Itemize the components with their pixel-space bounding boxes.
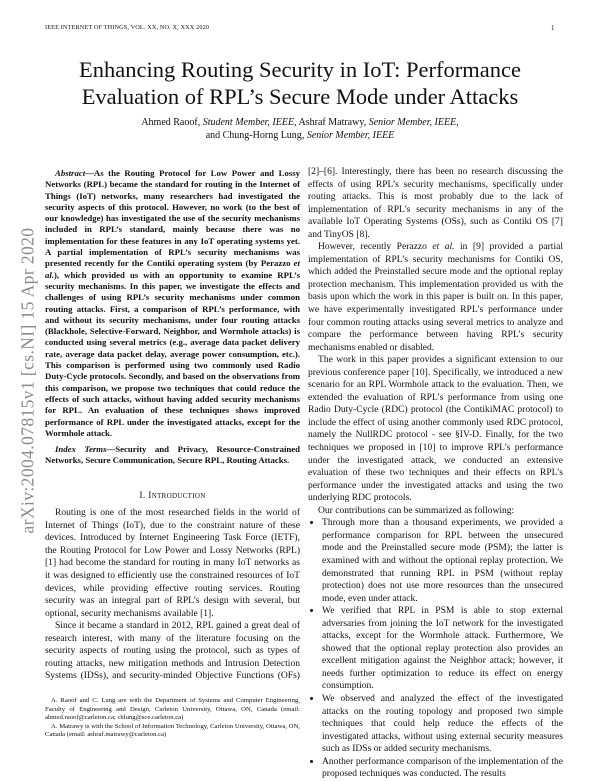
footnotes	[45, 697, 300, 740]
author-name: Ahmed Raoof	[141, 117, 198, 128]
abstract-label: Abstract	[55, 168, 86, 178]
arxiv-stamp: arXiv:2004.07815v1 [cs.NI] 15 Apr 2020	[17, 227, 38, 534]
index-terms-label: Index Terms	[55, 444, 107, 455]
list-item: • We verified that RPL in PSM is able to stop external adversaries from joining the IoT network for the investigated attacks, except for the Wormhole attack. Furthermore, We showed that the optional replay protection also provides an excellent mitigation against the Neighbor attack; however, it needs further optimization to reduce its effect on energy consumption.	[322, 605, 563, 693]
index-terms	[45, 444, 300, 467]
running-head: IEEE INTERNET OF THINGS, VOL. XX, NO. X, XXX 2020	[45, 24, 210, 31]
author-list: Ahmed Raoof, Student Member, IEEE, Ashraf Matrawy, Senior Member, IEEE, and Chung-Horng Lung, Senior Member, IEEE	[141, 117, 459, 141]
paragraph-continued: [2]–[6]. Interestingly, there has been no research discussing the effects of using RPL’s security mechanisms, specifically under routing attacks. This is most probably due to the lack of implementation of RPL’s security mechanisms in any of the available IoT Operating Systems (OSs), such as Contiki OS [7] and TinyOS [8].	[308, 166, 563, 240]
left-column	[45, 168, 300, 683]
title-line-2: Evaluation of RPL’s Secure Mode under Attacks	[81, 84, 519, 109]
list-item: • Through more than a thousand experiments, we provided a performance comparison for RPL between the unsecured mode and the Preinstalled secure mode (PSM); the latter is examined with and without the optional replay protection. We demonstrated that running RPL in PSM (without replay protection) does not use more resources than the unsecured mode, even under attack.	[322, 517, 563, 605]
author-role: Student Member, IEEE,	[202, 117, 297, 128]
list-item: • We observed and analyzed the effect of the investigated attacks on the routing topology and proposed two simple techniques that could help reduce the effects of the investigated attacks, without using external security measures such as IDSs or added security mechanisms.	[322, 693, 563, 756]
abstract-text: ), which provided us with an opportunity to examine RPL’s security mechanisms. In this paper, we investigate the effects and challenges of using RPL’s security mechanisms under common routing attacks. First, a comparison of RPL’s performance, with and without its security mechanisms, under four routing attacks (Blackhole, Selective-Forward, Neighbor, and Wormhole attacks) is conducted using several metrics (e.g., average data packet delivery rate, average data packet delay, average power consumption, etc.). This comparison is performed using two commonly used Radio Duty-Cycle protocols. Secondly, and based on the observations from this comparison, we propose two techniques that could reduce the effects of such attacks, without having added security mechanisms for RPL. An evaluation of these techniques shows improved performance of RPL under the investigated attacks, except for the Wormhole attack.	[45, 269, 300, 438]
list-item: • Another performance comparison of the implementation of the proposed techniques was conducted. The results	[322, 756, 563, 781]
section-heading: I. Introduction	[139, 490, 206, 501]
abstract	[45, 168, 300, 439]
paragraph: Our contributions can be summarized as following:	[318, 504, 515, 516]
title-line-1: Enhancing Routing Security in IoT: Performance	[79, 57, 521, 82]
author-role: Senior Member, IEEE,	[368, 117, 459, 128]
abstract-text: —As the Routing Protocol for Low Power and Lossy Networks (RPL) became the standard for routing in the Internet of Things (IoT) networks, many researchers had investigated the security aspects of this protocol. However, no work (to the best of our knowledge) has investigated the use of the security mechanisms included in RPL’s standard, mainly because there was no implementation for these features in any IoT operating systems yet. A partial implementation of RPL’s security mechanisms was presented recently for the Contiki operating system (by Perazzo	[45, 168, 300, 269]
index-terms-text: —Security and Privacy, Resource-Constrained Networks, Secure Communication, Secure RPL, Routing Attacks.	[45, 444, 300, 466]
paragraph: Routing is one of the most researched fields in the world of Internet of Things (IoT), due to the constraint nature of these devices. Introduced by Internet Engineering Task Force (IETF), the Routing Protocol for Low Power and Lossy Networks (RPL) [1] had become the standard for routing in many IoT networks as it was designed to efficiently use the constrained resources of IoT devices, while providing effective routing services. Routing security was an integral part of RPL’s design with several, but optional, security mechanisms available [1].	[45, 507, 300, 619]
footnote: A. Matrawy is with the School of Information Technology, Carleton University, Ottawa, ON, Canada (email: ashraf.matrawy@carleton.ca)	[45, 722, 300, 739]
contributions-list	[308, 517, 563, 780]
page-number: 1	[551, 24, 555, 32]
footnote: A. Raoof and C. Lung are with the Department of Systems and Computer Engineering, Faculty of Engineering and Design, Carleton University, Ottawa, ON, Canada (email: ahmed.raoof@carleton.ca; chlung@sce.carleton.ca)	[45, 697, 300, 722]
paragraph: However, recently Perazzo et al. in [9] provided a partial implementation of RPL’s security mechanisms for Contiki OS, which added the Preinstalled secure mode and the optional replay protection mechanism. This implementation provided us with the basis upon which the work in this paper is built on. In this paper, we have experimentally investigated RPL’s performance under four common routing attacks using several metrics to analyze and compare the performance between having RPL’s security mechanisms enabled or disabled.	[308, 241, 563, 353]
paragraph: Since it became a standard in 2012, RPL gained a great deal of research interest, with many of the literature focusing on the security aspects of routing using the protocol, such as types of routing attacks, new mitigation methods and Intrusion Detection Systems (IDSs), and security-minded Objective Functions (OFs)	[45, 620, 300, 682]
right-column	[308, 166, 563, 781]
paragraph: The work in this paper provides a significant extension to our previous conference paper [10]. Specifically, we introduced a new scenario for an RPL Wormhole attack to the evaluation. Then, we extended the evaluation of RPL’s performance from using one Radio Duty-Cycle (RDC) protocol (the ContikiMAC protocol) to include the effect of using another commonly used RDC protocol, namely the NullRDC protocol - see §IV-D. Finally, for the two techniques we proposed in [10] to improve RPL’s performance under the investigated attack, we conducted an extensive evaluation of these two techniques and their effects on RPL’s performance under the investigated attacks and using the two underlying RDC protocols.	[308, 354, 563, 504]
author-name: Ashraf Matrawy	[298, 117, 364, 128]
author-role: Senior Member, IEEE	[306, 130, 395, 141]
author-name: and Chung-Horng Lung	[205, 130, 302, 141]
abstract-etal: et al.	[45, 258, 300, 280]
paper-title	[0, 56, 600, 110]
